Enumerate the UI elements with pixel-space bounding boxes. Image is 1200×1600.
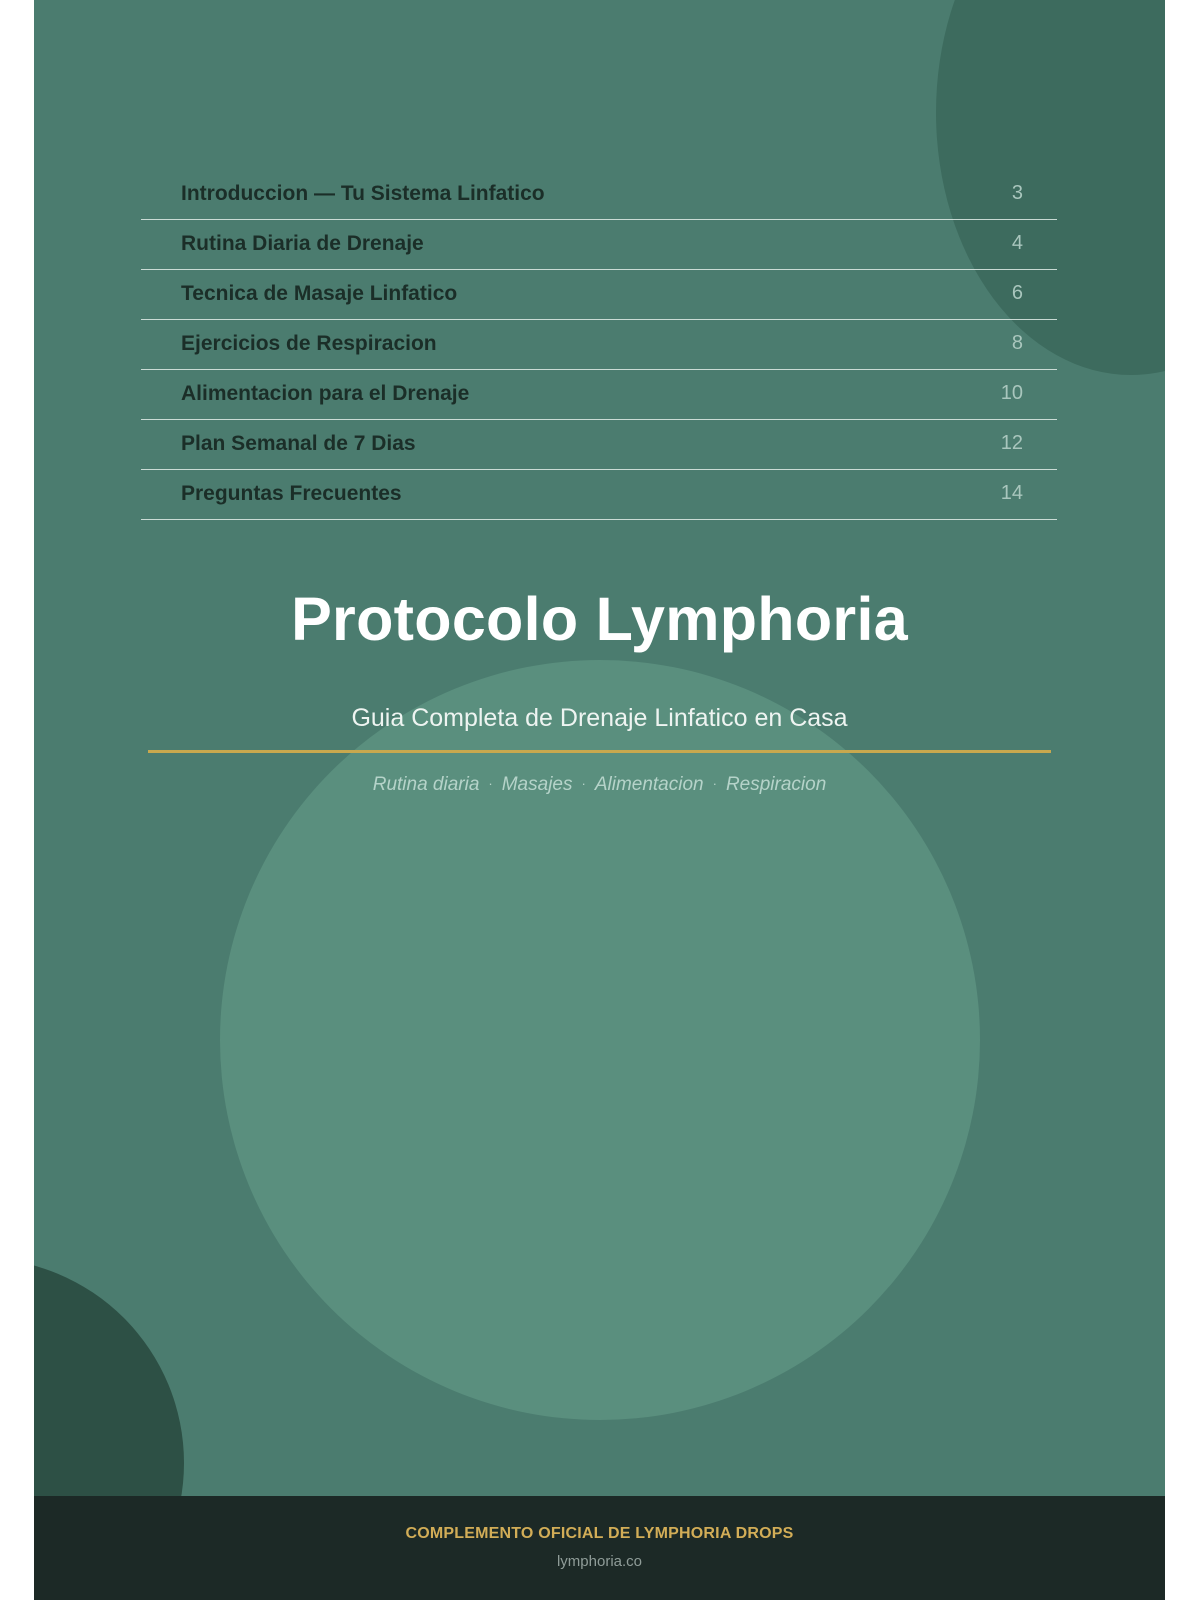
toc-entry-title: Plan Semanal de 7 Dias	[181, 432, 416, 455]
toc-row-rutina-diaria[interactable]	[141, 220, 1057, 270]
toc-row-tecnica-masaje[interactable]	[141, 270, 1057, 320]
toc-page-number: 8	[1011, 332, 1023, 354]
toc-row-introduccion[interactable]	[141, 170, 1057, 220]
toc-entry-title: Introduccion — Tu Sistema Linfatico	[181, 182, 545, 205]
cover-title: Protocolo Lymphoria	[291, 585, 908, 653]
cover-subtitle: Guia Completa de Drenaje Linfatico en Casa	[351, 704, 848, 732]
table-of-contents	[141, 170, 1057, 520]
toc-page-number: 4	[1011, 232, 1023, 254]
toc-page-number: 3	[1011, 182, 1023, 204]
footer-website-link[interactable]: lymphoria.co	[556, 1553, 643, 1570]
toc-entry-title: Ejercicios de Respiracion	[181, 332, 437, 355]
tag-rutina-diaria: Rutina diaria	[372, 774, 480, 795]
toc-row-plan-semanal[interactable]	[141, 420, 1057, 470]
document-page	[34, 0, 1165, 1600]
toc-entry-title: Alimentacion para el Drenaje	[181, 382, 470, 405]
footer-bar	[34, 1496, 1165, 1600]
toc-page-number: 14	[1000, 482, 1023, 504]
tag-masajes: Masajes	[501, 774, 573, 795]
toc-page-number: 10	[1000, 382, 1023, 404]
tag-separator: ·	[488, 776, 493, 791]
toc-entry-title: Tecnica de Masaje Linfatico	[181, 282, 458, 305]
toc-page-number: 12	[1000, 432, 1023, 454]
toc-row-alimentacion[interactable]	[141, 370, 1057, 420]
tag-separator: ·	[712, 776, 717, 791]
gold-divider	[148, 750, 1051, 753]
toc-row-preguntas-frecuentes[interactable]	[141, 470, 1057, 520]
toc-entry-title: Rutina Diaria de Drenaje	[181, 232, 424, 255]
tag-alimentacion: Alimentacion	[594, 774, 704, 795]
footer-tagline: COMPLEMENTO OFICIAL DE LYMPHORIA DROPS	[405, 1525, 794, 1542]
topic-tags	[34, 774, 1165, 796]
tag-respiracion: Respiracion	[725, 774, 827, 795]
tag-separator: ·	[581, 776, 586, 791]
toc-page-number: 6	[1011, 282, 1023, 304]
toc-row-ejercicios-respiracion[interactable]	[141, 320, 1057, 370]
toc-entry-title: Preguntas Frecuentes	[181, 482, 402, 505]
